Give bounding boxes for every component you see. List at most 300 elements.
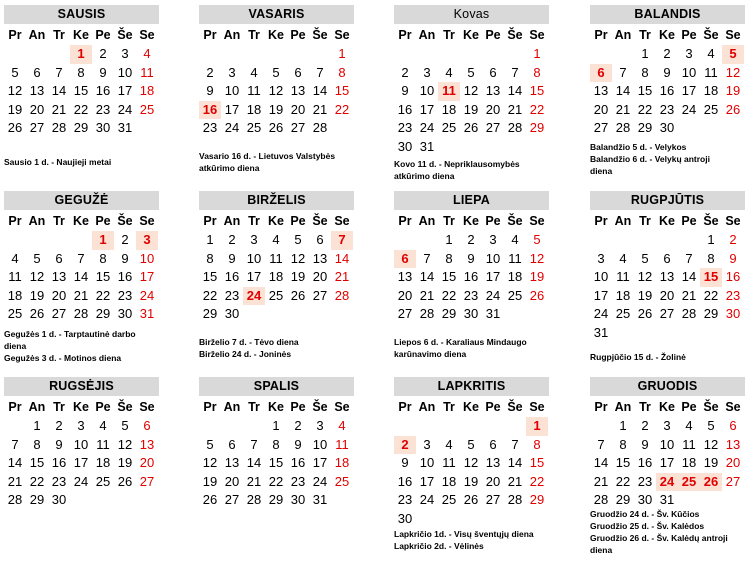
holiday-day: 25 bbox=[678, 473, 700, 492]
day-cell: 2 bbox=[401, 64, 409, 80]
day-cell: 4 bbox=[685, 418, 693, 433]
day-cell: 23 bbox=[637, 473, 653, 489]
weekday-label: Ke bbox=[73, 214, 89, 228]
weekday-label: Pr bbox=[594, 400, 608, 414]
weekday-label: Pr bbox=[203, 28, 217, 42]
day-cell: 29 bbox=[73, 120, 89, 135]
empty-cell bbox=[438, 417, 460, 436]
weekday-label: Pr bbox=[8, 214, 22, 228]
day-cell: 15 bbox=[441, 269, 457, 284]
weekday-header bbox=[4, 27, 159, 43]
day-cell: 31 bbox=[117, 120, 133, 135]
day-cell: 8 bbox=[445, 250, 453, 266]
day-cell: 6 bbox=[55, 250, 63, 266]
month-8 bbox=[4, 377, 159, 510]
day-cell: 21 bbox=[73, 287, 89, 303]
day-grid bbox=[4, 231, 159, 324]
day-cell: 17 bbox=[117, 83, 133, 98]
day-cell: 1 bbox=[707, 232, 715, 247]
day-cell: 14 bbox=[334, 250, 350, 266]
day-cell: 23 bbox=[725, 287, 741, 303]
empty-cell bbox=[4, 45, 26, 64]
day-cell: 29 bbox=[615, 492, 631, 507]
day-cell: 22 bbox=[529, 101, 545, 117]
weekday-header bbox=[590, 213, 745, 229]
day-cell: 14 bbox=[507, 455, 523, 470]
day-cell: 7 bbox=[11, 436, 19, 452]
day-cell: 3 bbox=[423, 436, 431, 452]
day-cell: 5 bbox=[641, 250, 649, 266]
day-cell: 14 bbox=[593, 455, 609, 470]
day-cell: 29 bbox=[637, 120, 653, 135]
weekday-label: Pr bbox=[594, 28, 608, 42]
month-title: VASARIS bbox=[199, 5, 354, 24]
weekday-label: Se bbox=[334, 214, 350, 228]
day-cell: 28 bbox=[419, 306, 435, 321]
day-cell: 8 bbox=[206, 250, 214, 266]
holiday-notes bbox=[394, 528, 559, 552]
day-cell: 3 bbox=[250, 232, 258, 247]
day-cell: 16 bbox=[725, 269, 741, 284]
day-cell: 31 bbox=[139, 306, 155, 321]
weekday-label: Pe bbox=[485, 400, 501, 414]
day-cell: 13 bbox=[312, 250, 328, 266]
day-cell: 27 bbox=[593, 120, 609, 135]
weekday-label: Pr bbox=[8, 400, 22, 414]
month-title: RUGSĖJIS bbox=[4, 377, 159, 396]
day-cell: 16 bbox=[290, 455, 306, 470]
day-cell: 6 bbox=[33, 64, 41, 80]
day-cell: 6 bbox=[663, 250, 671, 266]
day-cell: 13 bbox=[397, 269, 413, 284]
day-cell: 27 bbox=[139, 473, 155, 489]
weekday-label: Še bbox=[117, 28, 133, 42]
day-cell: 8 bbox=[533, 64, 541, 80]
day-cell: 30 bbox=[463, 306, 479, 321]
day-cell: 9 bbox=[206, 83, 214, 98]
day-cell: 21 bbox=[246, 473, 262, 489]
weekday-header bbox=[590, 27, 745, 43]
weekday-header bbox=[394, 27, 549, 43]
weekday-label: Pe bbox=[485, 214, 501, 228]
empty-cell bbox=[416, 417, 438, 436]
empty-cell bbox=[243, 417, 265, 436]
day-cell: 23 bbox=[463, 287, 479, 303]
day-cell: 20 bbox=[224, 473, 240, 489]
day-cell: 18 bbox=[441, 473, 457, 489]
day-cell: 13 bbox=[290, 83, 306, 98]
weekday-header bbox=[394, 399, 549, 415]
day-grid bbox=[590, 45, 745, 138]
day-cell: 2 bbox=[294, 418, 302, 433]
empty-cell bbox=[265, 45, 287, 64]
day-cell: 7 bbox=[511, 436, 519, 452]
day-cell: 29 bbox=[268, 492, 284, 507]
day-cell: 15 bbox=[95, 269, 111, 284]
day-cell: 7 bbox=[55, 64, 63, 80]
day-cell: 14 bbox=[7, 455, 23, 470]
day-grid bbox=[4, 417, 159, 510]
day-cell: 17 bbox=[485, 269, 501, 284]
empty-cell bbox=[460, 417, 482, 436]
day-cell: 18 bbox=[334, 455, 350, 470]
day-cell: 9 bbox=[401, 455, 409, 470]
holiday-note: Lapkričio 1d. - Visų šventųjų diena bbox=[394, 529, 534, 539]
day-cell: 14 bbox=[419, 269, 435, 284]
day-cell: 27 bbox=[397, 306, 413, 321]
day-cell: 11 bbox=[247, 83, 261, 98]
day-cell: 20 bbox=[485, 101, 501, 117]
day-cell: 8 bbox=[533, 436, 541, 452]
day-cell: 7 bbox=[511, 64, 519, 80]
day-cell: 29 bbox=[703, 306, 719, 321]
weekday-label: Tr bbox=[443, 214, 455, 228]
day-cell: 4 bbox=[11, 250, 19, 266]
day-cell: 23 bbox=[224, 287, 240, 303]
day-cell: 9 bbox=[228, 250, 236, 266]
day-cell: 10 bbox=[419, 83, 435, 98]
weekday-label: Pe bbox=[681, 400, 697, 414]
holiday-note: Gegužės 1 d. - Tarptautinė darbo diena bbox=[4, 329, 136, 351]
holiday-notes bbox=[199, 336, 364, 360]
empty-cell bbox=[394, 231, 416, 250]
empty-cell bbox=[309, 45, 331, 64]
day-cell: 1 bbox=[33, 418, 41, 433]
day-cell: 28 bbox=[507, 492, 523, 507]
weekday-label: Pr bbox=[594, 214, 608, 228]
day-cell: 23 bbox=[659, 101, 675, 117]
holiday-note: Balandžio 6 d. - Velykų antroji diena bbox=[590, 154, 710, 176]
empty-cell bbox=[221, 417, 243, 436]
day-cell: 29 bbox=[202, 306, 218, 321]
weekday-label: Pe bbox=[290, 28, 306, 42]
day-cell: 20 bbox=[725, 455, 741, 470]
day-cell: 8 bbox=[707, 250, 715, 266]
day-cell: 2 bbox=[467, 232, 475, 247]
holiday-day: 1 bbox=[70, 45, 92, 64]
holiday-note: Gegužės 3 d. - Motinos diena bbox=[4, 353, 122, 363]
day-cell: 22 bbox=[334, 101, 350, 117]
weekday-label: Tr bbox=[53, 214, 65, 228]
day-cell: 18 bbox=[139, 83, 155, 98]
day-cell: 4 bbox=[272, 232, 280, 247]
day-cell: 5 bbox=[533, 232, 541, 247]
day-cell: 11 bbox=[96, 436, 110, 452]
day-cell: 27 bbox=[725, 473, 741, 489]
month-11 bbox=[590, 377, 745, 510]
weekday-header bbox=[199, 27, 354, 43]
day-cell: 9 bbox=[467, 250, 475, 266]
day-cell: 2 bbox=[55, 418, 63, 433]
day-cell: 11 bbox=[335, 436, 349, 452]
weekday-label: An bbox=[418, 400, 436, 414]
holiday-day: 7 bbox=[331, 231, 353, 250]
weekday-label: Še bbox=[703, 28, 719, 42]
day-cell: 6 bbox=[294, 64, 302, 80]
weekday-header bbox=[4, 399, 159, 415]
empty-cell bbox=[287, 45, 309, 64]
day-cell: 20 bbox=[593, 101, 609, 117]
weekday-label: An bbox=[418, 214, 436, 228]
day-cell: 18 bbox=[95, 455, 111, 470]
day-cell: 11 bbox=[682, 436, 696, 452]
day-cell: 13 bbox=[51, 269, 67, 284]
empty-cell bbox=[416, 231, 438, 250]
day-cell: 11 bbox=[704, 64, 718, 80]
empty-cell bbox=[199, 45, 221, 64]
day-cell: 9 bbox=[121, 250, 129, 266]
day-cell: 9 bbox=[294, 436, 302, 452]
day-cell: 2 bbox=[99, 46, 107, 61]
day-cell: 25 bbox=[139, 101, 155, 117]
weekday-label: Pe bbox=[290, 214, 306, 228]
day-cell: 18 bbox=[507, 269, 523, 284]
day-cell: 18 bbox=[681, 455, 697, 470]
weekday-label: Se bbox=[529, 214, 545, 228]
day-cell: 25 bbox=[703, 101, 719, 117]
day-cell: 7 bbox=[250, 436, 258, 452]
day-cell: 7 bbox=[619, 64, 627, 80]
day-cell: 8 bbox=[619, 436, 627, 452]
day-cell: 2 bbox=[663, 46, 671, 61]
day-cell: 26 bbox=[268, 120, 284, 135]
day-cell: 2 bbox=[228, 232, 236, 247]
day-cell: 29 bbox=[441, 306, 457, 321]
day-cell: 2 bbox=[121, 232, 129, 247]
day-cell: 27 bbox=[290, 120, 306, 135]
weekday-label: An bbox=[28, 28, 46, 42]
day-cell: 11 bbox=[508, 250, 522, 266]
day-cell: 30 bbox=[290, 492, 306, 507]
day-cell: 20 bbox=[29, 101, 45, 117]
day-cell: 7 bbox=[77, 250, 85, 266]
day-cell: 11 bbox=[140, 64, 154, 80]
day-grid bbox=[394, 231, 549, 324]
day-cell: 26 bbox=[463, 120, 479, 135]
holiday-day: 24 bbox=[656, 473, 678, 492]
day-cell: 2 bbox=[206, 64, 214, 80]
day-grid bbox=[199, 45, 354, 138]
day-cell: 12 bbox=[529, 250, 545, 266]
day-cell: 12 bbox=[290, 250, 306, 266]
day-cell: 27 bbox=[51, 306, 67, 321]
month-0 bbox=[4, 5, 159, 138]
day-cell: 29 bbox=[29, 492, 45, 507]
day-cell: 14 bbox=[507, 83, 523, 98]
day-cell: 26 bbox=[117, 473, 133, 489]
day-cell: 12 bbox=[29, 269, 45, 284]
day-cell: 25 bbox=[507, 287, 523, 303]
day-cell: 13 bbox=[224, 455, 240, 470]
day-cell: 12 bbox=[202, 455, 218, 470]
day-cell: 20 bbox=[397, 287, 413, 303]
day-cell: 22 bbox=[529, 473, 545, 489]
day-cell: 30 bbox=[659, 120, 675, 135]
weekday-label: Ke bbox=[268, 214, 284, 228]
day-cell: 5 bbox=[11, 64, 19, 80]
day-cell: 22 bbox=[202, 287, 218, 303]
day-cell: 22 bbox=[637, 101, 653, 117]
day-cell: 24 bbox=[117, 101, 133, 117]
weekday-label: Ke bbox=[268, 400, 284, 414]
empty-cell bbox=[199, 417, 221, 436]
weekday-label: Ke bbox=[659, 400, 675, 414]
day-cell: 30 bbox=[637, 492, 653, 507]
empty-cell bbox=[504, 417, 526, 436]
empty-cell bbox=[612, 45, 634, 64]
day-cell: 15 bbox=[529, 83, 545, 98]
holiday-note: Gruodžio 25 d. - Šv. Kalėdos bbox=[590, 521, 705, 531]
day-cell: 21 bbox=[615, 101, 631, 117]
day-cell: 27 bbox=[485, 120, 501, 135]
day-cell: 20 bbox=[139, 455, 155, 470]
day-cell: 13 bbox=[485, 83, 501, 98]
day-grid bbox=[394, 417, 549, 528]
weekday-label: Pr bbox=[398, 214, 412, 228]
day-cell: 14 bbox=[246, 455, 262, 470]
day-cell: 22 bbox=[703, 287, 719, 303]
weekday-header bbox=[199, 213, 354, 229]
day-cell: 12 bbox=[637, 269, 653, 284]
day-cell: 1 bbox=[445, 232, 453, 247]
month-title: GRUODIS bbox=[590, 377, 745, 396]
weekday-label: Se bbox=[529, 28, 545, 42]
day-cell: 29 bbox=[529, 492, 545, 507]
day-cell: 19 bbox=[268, 101, 284, 117]
day-cell: 15 bbox=[334, 83, 350, 98]
day-cell: 19 bbox=[290, 269, 306, 284]
day-cell: 21 bbox=[419, 287, 435, 303]
day-cell: 27 bbox=[485, 492, 501, 507]
day-cell: 5 bbox=[294, 232, 302, 247]
day-cell: 16 bbox=[397, 101, 413, 117]
holiday-notes bbox=[4, 328, 169, 364]
empty-cell bbox=[678, 231, 700, 250]
weekday-label: Pe bbox=[95, 28, 111, 42]
day-cell: 25 bbox=[7, 306, 23, 321]
holiday-day: 6 bbox=[394, 250, 416, 269]
day-cell: 19 bbox=[637, 287, 653, 303]
empty-cell bbox=[590, 417, 612, 436]
day-cell: 4 bbox=[619, 250, 627, 266]
day-cell: 17 bbox=[659, 455, 675, 470]
day-cell: 21 bbox=[507, 101, 523, 117]
day-cell: 10 bbox=[419, 455, 435, 470]
day-cell: 28 bbox=[246, 492, 262, 507]
day-cell: 19 bbox=[29, 287, 45, 303]
day-cell: 28 bbox=[615, 120, 631, 135]
holiday-notes bbox=[394, 158, 559, 182]
month-title: SPALIS bbox=[199, 377, 354, 396]
weekday-label: Še bbox=[703, 214, 719, 228]
day-cell: 25 bbox=[334, 473, 350, 489]
day-cell: 16 bbox=[224, 269, 240, 284]
day-cell: 4 bbox=[338, 418, 346, 433]
day-cell: 26 bbox=[637, 306, 653, 321]
day-cell: 25 bbox=[441, 120, 457, 135]
day-cell: 1 bbox=[338, 46, 346, 61]
day-cell: 24 bbox=[139, 287, 155, 303]
day-cell: 6 bbox=[316, 232, 324, 247]
month-title: RUGPJŪTIS bbox=[590, 191, 745, 210]
day-cell: 11 bbox=[269, 250, 283, 266]
day-cell: 14 bbox=[615, 83, 631, 98]
day-cell: 13 bbox=[29, 83, 45, 98]
day-cell: 30 bbox=[725, 306, 741, 321]
day-cell: 19 bbox=[529, 269, 545, 284]
day-cell: 22 bbox=[29, 473, 45, 489]
empty-cell bbox=[482, 417, 504, 436]
day-cell: 16 bbox=[637, 455, 653, 470]
weekday-label: Se bbox=[529, 400, 545, 414]
day-cell: 19 bbox=[202, 473, 218, 489]
holiday-note: Vasario 16 d. - Lietuvos Valstybės atkūrimo diena bbox=[199, 151, 336, 173]
weekday-label: An bbox=[223, 28, 241, 42]
holiday-notes bbox=[590, 351, 747, 363]
day-cell: 3 bbox=[685, 46, 693, 61]
day-cell: 18 bbox=[246, 101, 262, 117]
day-cell: 26 bbox=[463, 492, 479, 507]
month-title: LIEPA bbox=[394, 191, 549, 210]
day-cell: 21 bbox=[334, 269, 350, 284]
day-cell: 9 bbox=[729, 250, 737, 266]
day-cell: 10 bbox=[224, 83, 240, 98]
empty-cell bbox=[48, 45, 70, 64]
day-cell: 21 bbox=[593, 473, 609, 489]
day-cell: 3 bbox=[423, 64, 431, 80]
day-cell: 7 bbox=[423, 250, 431, 266]
empty-cell bbox=[4, 231, 26, 250]
day-cell: 14 bbox=[681, 269, 697, 284]
day-cell: 19 bbox=[703, 455, 719, 470]
empty-cell bbox=[48, 231, 70, 250]
weekday-label: Pe bbox=[95, 400, 111, 414]
day-cell: 28 bbox=[507, 120, 523, 135]
weekday-label: Tr bbox=[443, 28, 455, 42]
day-cell: 24 bbox=[312, 473, 328, 489]
day-cell: 17 bbox=[681, 83, 697, 98]
weekday-label: Še bbox=[312, 400, 328, 414]
holiday-notes bbox=[199, 150, 364, 174]
day-cell: 12 bbox=[463, 83, 479, 98]
empty-cell bbox=[460, 45, 482, 64]
holiday-note: Balandžio 5 d. - Velykos bbox=[590, 142, 687, 152]
day-cell: 25 bbox=[615, 306, 631, 321]
day-cell: 12 bbox=[703, 436, 719, 452]
day-cell: 28 bbox=[681, 306, 697, 321]
day-cell: 24 bbox=[224, 120, 240, 135]
holiday-day: 26 bbox=[700, 473, 722, 492]
weekday-label: Ke bbox=[659, 28, 675, 42]
day-grid bbox=[199, 231, 354, 324]
day-cell: 27 bbox=[659, 306, 675, 321]
day-cell: 5 bbox=[206, 436, 214, 452]
day-cell: 30 bbox=[117, 306, 133, 321]
day-cell: 17 bbox=[139, 269, 155, 284]
holiday-note: Birželio 24 d. - Joninės bbox=[199, 349, 292, 359]
day-cell: 16 bbox=[117, 269, 133, 284]
day-cell: 15 bbox=[202, 269, 218, 284]
weekday-label: Se bbox=[139, 400, 155, 414]
day-cell: 7 bbox=[685, 250, 693, 266]
holiday-note: Gruodžio 26 d. - Šv. Kalėdų antroji diena bbox=[590, 533, 728, 555]
month-9 bbox=[199, 377, 354, 510]
day-cell: 30 bbox=[51, 492, 67, 507]
day-cell: 8 bbox=[272, 436, 280, 452]
day-cell: 12 bbox=[268, 83, 284, 98]
weekday-label: Še bbox=[507, 214, 523, 228]
empty-cell bbox=[26, 45, 48, 64]
